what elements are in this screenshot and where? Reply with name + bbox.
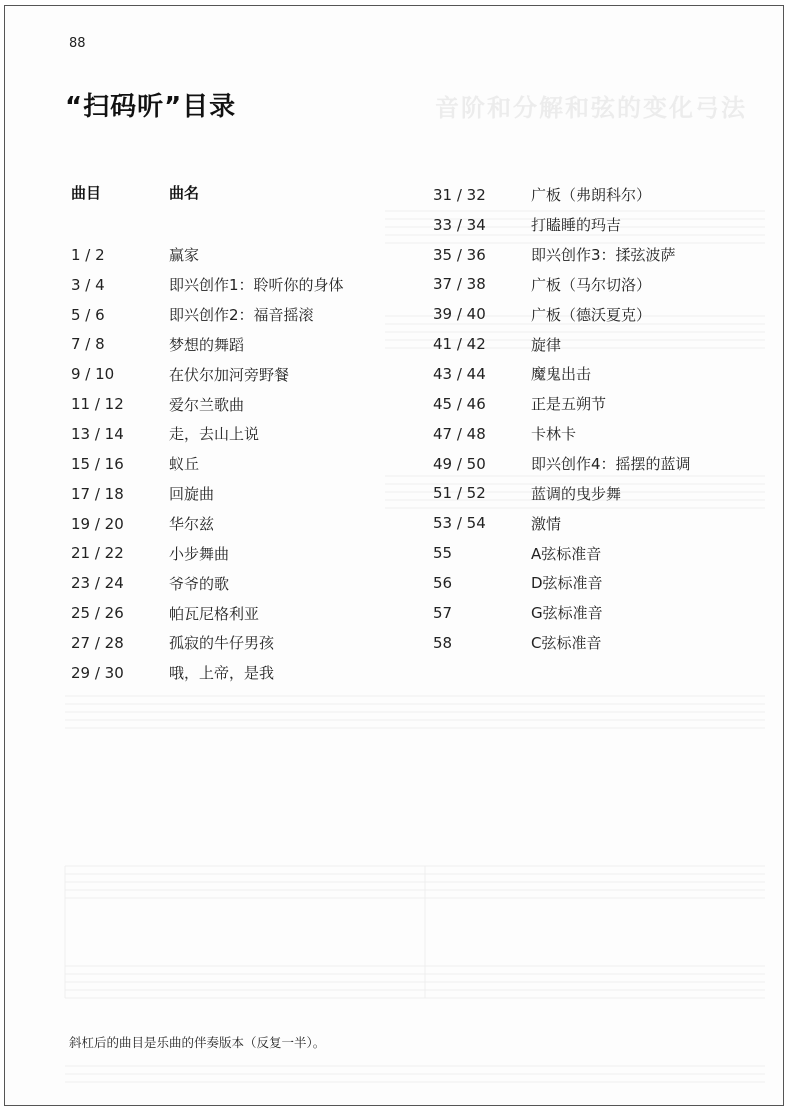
- track-name: 梦想的舞蹈: [169, 335, 245, 354]
- page-title: “扫码听”目录: [65, 92, 237, 122]
- track-row: [71, 509, 344, 539]
- track-row: [433, 270, 691, 300]
- track-name: 卡林卡: [531, 425, 577, 444]
- track-name: 华尔兹: [169, 515, 215, 534]
- track-name: 魔鬼出击: [531, 365, 592, 384]
- track-number: 53 / 54: [433, 514, 486, 533]
- track-name: 旋律: [531, 335, 562, 354]
- column-header-track-name: 曲名: [169, 184, 200, 202]
- footnote: 斜杠后的曲目是乐曲的伴奏版本（反复一半）。: [69, 1035, 326, 1050]
- track-number: 41 / 42: [433, 335, 486, 354]
- track-number: 49 / 50: [433, 454, 486, 473]
- track-row: [433, 419, 691, 449]
- track-name: 赢家: [169, 246, 200, 265]
- track-list-right: [433, 180, 691, 658]
- track-number: 55: [433, 544, 453, 563]
- track-name: 孤寂的牛仔男孩: [169, 634, 275, 653]
- track-number: 47 / 48: [433, 424, 486, 443]
- track-row: [71, 538, 344, 568]
- track-row: [71, 568, 344, 598]
- track-number: 23 / 24: [71, 574, 124, 593]
- track-name: 广板（马尔切洛）: [531, 275, 652, 294]
- track-name: 即兴创作1：聆听你的身体: [169, 276, 344, 295]
- track-name: 即兴创作3：揉弦波萨: [531, 246, 676, 265]
- track-number: 58: [433, 633, 453, 652]
- track-row: [71, 389, 344, 419]
- track-name: 蓝调的曳步舞: [531, 484, 622, 503]
- track-name: 哦，上帝，是我: [169, 664, 275, 683]
- track-name: 在伏尔加河旁野餐: [169, 365, 290, 384]
- track-row: [71, 419, 344, 449]
- track-row: [433, 538, 691, 568]
- track-name: A弦标准音: [531, 544, 602, 563]
- track-name: 小步舞曲: [169, 544, 230, 563]
- track-number: 27 / 28: [71, 633, 124, 652]
- track-name: 蚁丘: [169, 455, 200, 474]
- track-number: 3 / 4: [71, 275, 105, 294]
- track-number: 13 / 14: [71, 424, 124, 443]
- track-name: 正是五朔节: [531, 395, 607, 414]
- track-number: 1 / 2: [71, 245, 105, 264]
- track-name: 激情: [531, 514, 562, 533]
- track-name: 即兴创作4：摇摆的蓝调: [531, 455, 691, 474]
- track-number: 33 / 34: [433, 215, 486, 234]
- track-name: 即兴创作2：福音摇滚: [169, 306, 314, 325]
- track-row: [71, 479, 344, 509]
- track-number: 43 / 44: [433, 364, 486, 383]
- track-number: 17 / 18: [71, 484, 124, 503]
- track-name: 广板（德沃夏克）: [531, 305, 652, 324]
- track-number: 5 / 6: [71, 305, 105, 324]
- track-row: [433, 359, 691, 389]
- track-row: [433, 628, 691, 658]
- track-number: 37 / 38: [433, 275, 486, 294]
- track-number: 51 / 52: [433, 484, 486, 503]
- track-row: [433, 568, 691, 598]
- track-number: 29 / 30: [71, 663, 124, 682]
- track-row: [433, 240, 691, 270]
- track-row: [433, 508, 691, 538]
- track-number: 19 / 20: [71, 514, 124, 533]
- track-row: [71, 449, 344, 479]
- track-row: [71, 628, 344, 658]
- track-row: [71, 300, 344, 330]
- track-row: [71, 330, 344, 360]
- track-number: 21 / 22: [71, 544, 124, 563]
- track-row: [433, 329, 691, 359]
- track-number: 15 / 16: [71, 454, 124, 473]
- track-row: [71, 359, 344, 389]
- track-row: [71, 598, 344, 628]
- track-name: 爷爷的歌: [169, 574, 230, 593]
- ghost-heading: 音阶和分解和弦的变化弓法: [435, 94, 747, 122]
- track-number: 56: [433, 573, 453, 592]
- track-row: [433, 449, 691, 479]
- track-number: 39 / 40: [433, 305, 486, 324]
- track-row: [71, 270, 344, 300]
- track-number: 31 / 32: [433, 185, 486, 204]
- track-list-left: [71, 240, 344, 688]
- track-name: C弦标准音: [531, 634, 602, 653]
- track-number: 57: [433, 603, 453, 622]
- column-header-track-number: 曲目: [71, 184, 102, 202]
- track-row: [433, 180, 691, 210]
- track-number: 35 / 36: [433, 245, 486, 264]
- track-name: 打瞌睡的玛吉: [531, 216, 622, 235]
- track-name: 帕瓦尼格利亚: [169, 604, 260, 623]
- track-name: D弦标准音: [531, 574, 603, 593]
- track-row: [433, 210, 691, 240]
- track-row: [433, 598, 691, 628]
- track-row: [433, 299, 691, 329]
- track-name: G弦标准音: [531, 604, 603, 623]
- track-name: 回旋曲: [169, 485, 215, 504]
- track-row: [433, 389, 691, 419]
- track-number: 45 / 46: [433, 394, 486, 413]
- track-name: 走，去山上说: [169, 425, 260, 444]
- page-number: 88: [69, 36, 86, 51]
- track-number: 9 / 10: [71, 365, 115, 384]
- track-name: 爱尔兰歌曲: [169, 395, 245, 414]
- track-number: 7 / 8: [71, 335, 105, 354]
- track-name: 广板（弗朗科尔）: [531, 186, 652, 205]
- track-number: 25 / 26: [71, 604, 124, 623]
- track-row: [71, 658, 344, 688]
- track-number: 11 / 12: [71, 395, 124, 414]
- track-row: [433, 478, 691, 508]
- track-row: [71, 240, 344, 270]
- page-frame: [4, 5, 784, 1106]
